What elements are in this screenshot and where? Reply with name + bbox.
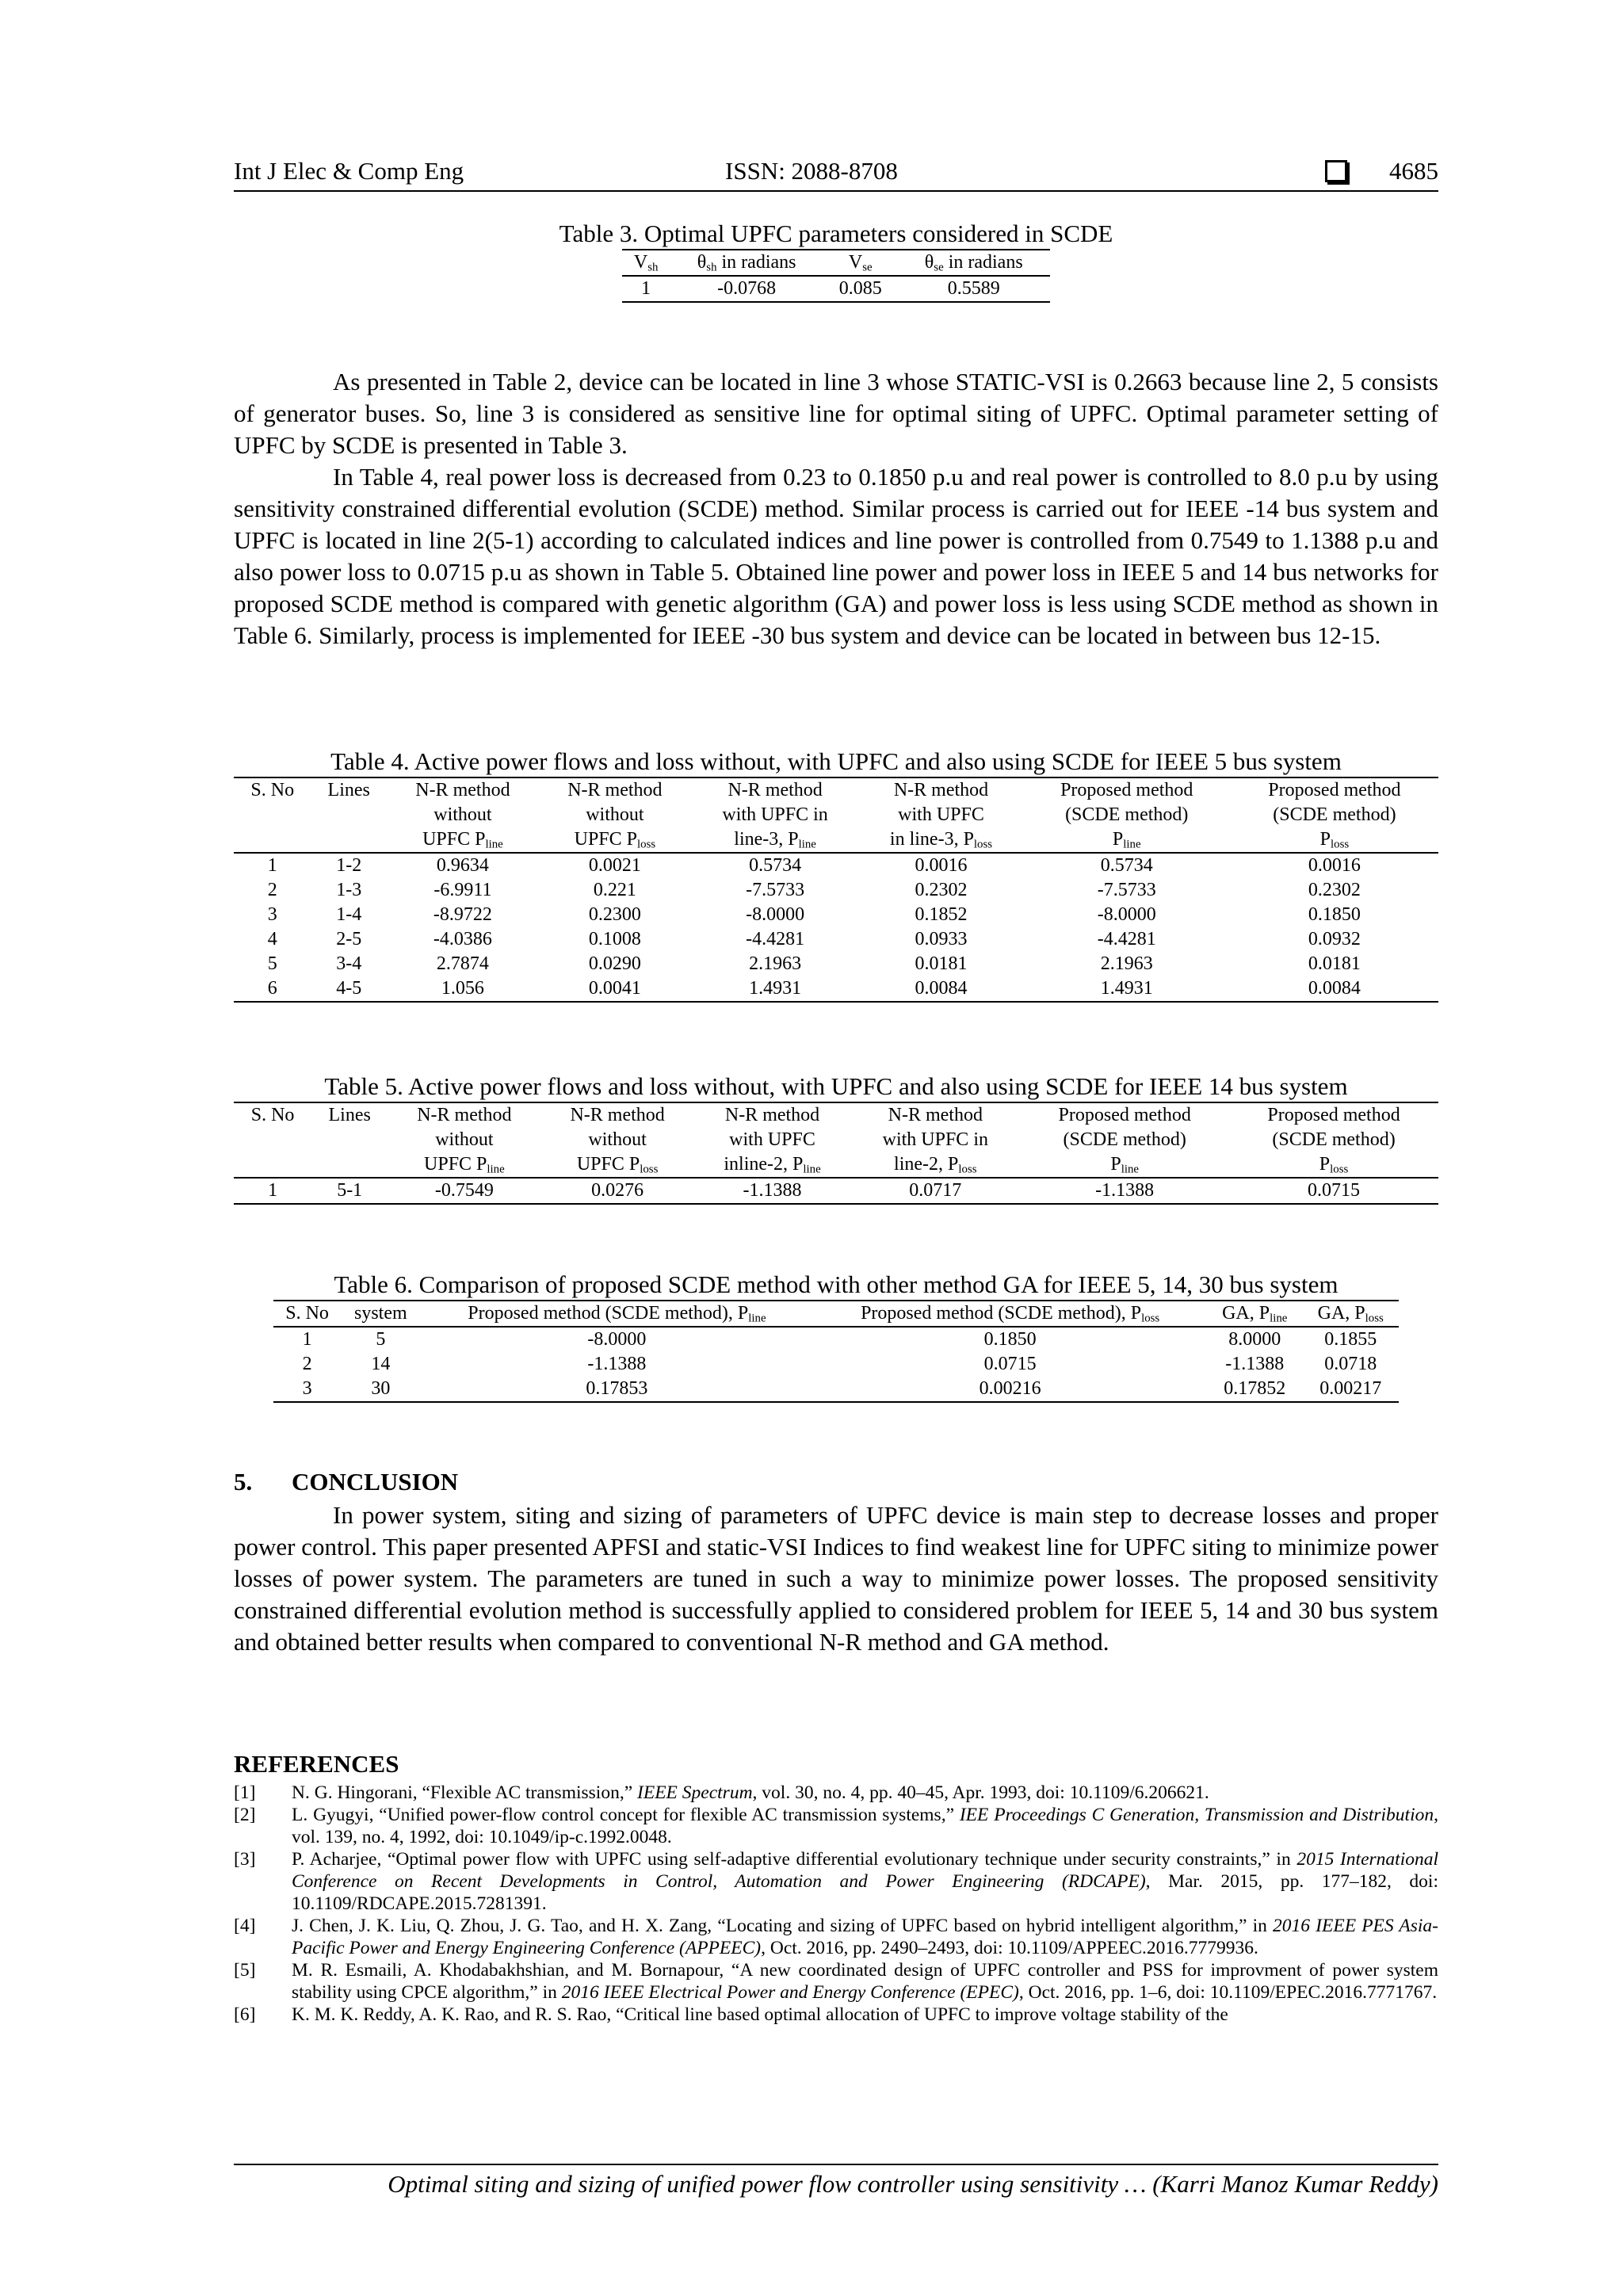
subscript: loss bbox=[1330, 1163, 1349, 1176]
table3-header-cell: $V_{se}$ bbox=[823, 250, 897, 276]
table4-cell: 0.5734 bbox=[749, 855, 802, 876]
table4-cell: 5 bbox=[267, 953, 277, 974]
table4-cell: 0.0021 bbox=[588, 855, 641, 876]
table4-cell: 0.1852 bbox=[915, 904, 968, 925]
reference-number: [5] bbox=[234, 1960, 256, 1981]
table5-cell: 5-1 bbox=[311, 1178, 388, 1204]
reference-text: N. G. Hingorani, “Flexible AC transmission,” IEEE Spectrum, vol. 30, no. 4, pp. 40–45, Apr. 1993, doi: 10.1109/6.206621. bbox=[292, 1782, 1209, 1803]
table4-header-cell: Proposed method (SCDE method) $P_{loss}$ bbox=[1231, 777, 1438, 853]
table5 bbox=[234, 1102, 1438, 1205]
table4-cell: 0.1850 bbox=[1308, 904, 1361, 925]
table4-cell: -8.0000 bbox=[746, 904, 805, 925]
subscript: line bbox=[1270, 1312, 1288, 1325]
table4-cell: 0.2302 bbox=[1308, 880, 1361, 900]
reference-item bbox=[234, 1782, 1438, 1804]
table4-cell: 2.1963 bbox=[749, 953, 802, 974]
table4-cell: 0.0290 bbox=[588, 953, 641, 974]
table6-cell: 0.1855 bbox=[1324, 1329, 1377, 1350]
table6-cell: 0.17852 bbox=[1207, 1377, 1302, 1402]
table4-cell: 0.0181 bbox=[915, 953, 968, 974]
table4-cell: 3 bbox=[267, 904, 277, 925]
section-number: 5. bbox=[234, 1468, 253, 1496]
table6-cell: 0.1850 bbox=[983, 1329, 1037, 1350]
table4-cell: 0.2302 bbox=[915, 880, 968, 900]
reference-number: [4] bbox=[234, 1916, 256, 1936]
table6-header-cell: system bbox=[341, 1301, 420, 1327]
subscript: sh bbox=[647, 261, 659, 274]
table6-cell: 0.17853 bbox=[421, 1377, 814, 1402]
table4-header-cell: Proposed method (SCDE method) $P_{line}$ bbox=[1023, 777, 1231, 853]
table3-caption: Table 3. Optimal UPFC parameters considered in SCDE bbox=[559, 220, 1113, 247]
table4-block bbox=[234, 747, 1438, 1003]
journal-name: Int J Elec & Comp Eng bbox=[234, 157, 464, 185]
table4-cell: 0.0181 bbox=[1308, 953, 1361, 974]
table6-header-cell: GA, $P_{line}$ bbox=[1207, 1301, 1302, 1327]
table5-cell: 0.0717 bbox=[850, 1178, 1020, 1204]
table4-cell: -8.9722 bbox=[433, 904, 492, 925]
table4-cell: -7.5733 bbox=[746, 880, 805, 900]
table4-row bbox=[234, 903, 1438, 927]
table3-cell: 1 bbox=[622, 276, 670, 302]
reference-number: [3] bbox=[234, 1849, 256, 1870]
subscript: sh bbox=[706, 261, 717, 274]
table4-cell: 1.056 bbox=[387, 976, 539, 1002]
table3-cell: 0.5589 bbox=[897, 276, 1050, 302]
table4-cell: -4.4281 bbox=[1097, 929, 1156, 949]
subscript: line bbox=[485, 838, 503, 851]
subscript: loss bbox=[640, 1163, 659, 1176]
table4-cell: 6 bbox=[234, 976, 311, 1002]
table3-cell: 0.085 bbox=[823, 276, 897, 302]
table4-cell: 2.7874 bbox=[436, 953, 489, 974]
running-header bbox=[234, 155, 1438, 192]
table4-cell: 4 bbox=[267, 929, 277, 949]
table6-cell: -1.1388 bbox=[587, 1354, 647, 1374]
reference-number: [1] bbox=[234, 1782, 256, 1803]
table4-cell: 0.0016 bbox=[915, 855, 968, 876]
subscript: line bbox=[748, 1312, 766, 1325]
paragraph-2: In Table 4, real power loss is decreased from 0.23 to 0.1850 p.u and real power is controlled to 8.0 p.u by using sensitivity constrained differential evolution (SCDE) method. Similar process is carried out for IEEE -14 bus system and UPFC is located in line 2(5-1) according to calculated indices and line power is controlled from 0.7549 to 1.1388 p.u and also power loss to 0.0715 p.u as shown in Table 5. Obtained line power and power loss in IEEE 5 and 14 bus networks for proposed SCDE method is compared with genetic algorithm (GA) and power loss is less using SCDE method as shown in Table 6. Similarly, process is implemented for IEEE -30 bus system and device can be located in between bus 12-15. bbox=[234, 463, 1438, 649]
table4-row bbox=[234, 976, 1438, 1002]
subscript: line bbox=[1123, 838, 1141, 851]
table5-cell: -1.1388 bbox=[1020, 1178, 1229, 1204]
table6-cell: -1.1388 bbox=[1225, 1354, 1285, 1374]
section-title: CONCLUSION bbox=[292, 1468, 459, 1496]
table4-cell: 1-2 bbox=[336, 855, 362, 876]
table4-header-cell: N-R method without UPFC $P_{line}$ bbox=[387, 777, 539, 853]
table6-cell: 30 bbox=[341, 1377, 420, 1402]
reference-venue: 2015 International Conference on Recent Developments in Control, Automation and Power Engineering (RDCAPE) bbox=[292, 1849, 1438, 1892]
references-list bbox=[234, 1782, 1438, 2026]
conclusion-text bbox=[234, 1499, 1438, 1658]
table4-row bbox=[234, 927, 1438, 952]
table4-cell: 0.0084 bbox=[859, 976, 1022, 1002]
reference-venue: 2016 IEEE PES Asia-Pacific Power and Energy Engineering Conference (APPEEC) bbox=[292, 1916, 1438, 1958]
table6-cell: -8.0000 bbox=[587, 1329, 647, 1350]
table3-cell: -0.0768 bbox=[670, 276, 823, 302]
reference-number: [6] bbox=[234, 2004, 256, 2025]
table4-row bbox=[234, 878, 1438, 903]
table4-cell: -4.0386 bbox=[433, 929, 492, 949]
table5-header-cell: S. No bbox=[234, 1102, 311, 1178]
table4-row bbox=[234, 952, 1438, 976]
conclusion-paragraph: In power system, siting and sizing of parameters of UPFC device is main step to decrease losses and proper power control. This paper presented APFSI and static-VSI Indices to find weakest line for UPFC siting to minimize power losses of power system. The parameters are tuned in such a way to minimize power losses. The proposed sensitivity constrained differential evolution method is successfully applied to considered problem for IEEE 5, 14 and 30 bus system and obtained better results when compared to conventional N-R method and GA method. bbox=[234, 1501, 1438, 1656]
table4-header-cell: N-R method with UPFC in line-3, $P_{loss}$ bbox=[859, 777, 1022, 853]
reference-item bbox=[234, 1959, 1438, 2004]
table4-cell: 0.9634 bbox=[436, 855, 489, 876]
table3-block bbox=[234, 219, 1438, 303]
subscript: line bbox=[487, 1163, 505, 1176]
table4-header-cell: N-R method with UPFC in line-3, $P_{line}$ bbox=[691, 777, 859, 853]
subscript: line bbox=[803, 1163, 821, 1176]
table4 bbox=[234, 777, 1438, 1003]
conclusion-heading bbox=[234, 1468, 458, 1496]
table5-header-cell: Proposed method (SCDE method) $P_{line}$ bbox=[1020, 1102, 1229, 1178]
table5-cell: 1 bbox=[234, 1178, 311, 1204]
table4-cell: 2 bbox=[267, 880, 277, 900]
table6-cell: 1 bbox=[302, 1329, 312, 1350]
table5-cell: 0.0276 bbox=[540, 1178, 693, 1204]
subscript: loss bbox=[637, 838, 656, 851]
table4-row bbox=[234, 853, 1438, 878]
table5-header-cell: N-R method with UPFC inline-2, $P_{line}$ bbox=[694, 1102, 851, 1178]
checkbox-square-icon bbox=[1325, 160, 1347, 182]
table5-cell: -0.7549 bbox=[388, 1178, 540, 1204]
table4-cell: 0.0932 bbox=[1308, 929, 1361, 949]
table4-cell: 2-5 bbox=[336, 929, 362, 949]
subscript: loss bbox=[1365, 1312, 1384, 1325]
table4-header-cell: Lines bbox=[311, 777, 386, 853]
reference-item bbox=[234, 1915, 1438, 1959]
table4-cell: 1 bbox=[267, 855, 277, 876]
subscript: loss bbox=[1331, 838, 1350, 851]
table5-header-cell: N-R method without UPFC $P_{line}$ bbox=[388, 1102, 540, 1178]
reference-text: J. Chen, J. K. Liu, Q. Zhou, J. G. Tao, and H. X. Zang, “Locating and sizing of UPFC based on hybrid intelligent algorithm,” in 2016 IEEE PES Asia-Pacific Power and Energy Engineering Conference (APPEEC), Oct. 2016, pp. 2490–2493, doi: 10.1109/APPEEC.2016.7779936. bbox=[292, 1916, 1438, 1958]
table4-cell: 0.0084 bbox=[1231, 976, 1438, 1002]
table6-cell: 2 bbox=[302, 1354, 312, 1374]
table4-caption: Table 4. Active power flows and loss without, with UPFC and also using SCDE for IEEE 5 bus system bbox=[330, 747, 1342, 775]
table6-cell: 0.0718 bbox=[1324, 1354, 1377, 1374]
table6-cell: 0.00216 bbox=[813, 1377, 1207, 1402]
table4-cell: -8.0000 bbox=[1097, 904, 1156, 925]
table4-cell: 0.0016 bbox=[1308, 855, 1361, 876]
table4-cell: 3-4 bbox=[336, 953, 362, 974]
table6 bbox=[273, 1300, 1399, 1403]
table6-row bbox=[273, 1352, 1399, 1377]
table6-cell: 5 bbox=[376, 1329, 386, 1350]
subscript: se bbox=[862, 261, 873, 274]
table6-cell: 8.0000 bbox=[1228, 1329, 1281, 1350]
reference-venue: 2016 IEEE Electrical Power and Energy Conference (EPEC) bbox=[561, 1982, 1019, 2003]
table4-cell: 0.221 bbox=[593, 880, 636, 900]
subscript: loss bbox=[1141, 1312, 1160, 1325]
reference-number: [2] bbox=[234, 1805, 256, 1825]
table5-cell: 0.0715 bbox=[1229, 1178, 1438, 1204]
page-number: 4685 bbox=[1389, 157, 1438, 185]
subscript: se bbox=[934, 261, 944, 274]
subscript: loss bbox=[958, 1163, 977, 1176]
table4-cell: 1-3 bbox=[336, 880, 362, 900]
table4-cell: -7.5733 bbox=[1097, 880, 1156, 900]
table3-header-cell: $\theta_{se}$ in radians bbox=[897, 250, 1050, 276]
table6-block bbox=[234, 1270, 1438, 1403]
reference-text: P. Acharjee, “Optimal power flow with UPFC using self-adaptive differential evolutionary technique under security constraints,” in 2015 International Conference on Recent Developments in Control, Automation and Power Engineering (RDCAPE), Mar. 2015, pp. 177–182, doi: 10.1109/RDCAPE.2015.7281391. bbox=[292, 1849, 1438, 1914]
reference-text: L. Gyugyi, “Unified power-flow control concept for flexible AC transmission systems,” IEE Proceedings C Generation, Transmission and Distribution, vol. 139, no. 4, 1992, doi: 10.1049/ip-c.1992.0048. bbox=[292, 1805, 1438, 1847]
table6-header-cell: GA, $P_{loss}$ bbox=[1302, 1301, 1399, 1327]
table6-header-cell: Proposed method (SCDE method), $P_{loss}$ bbox=[813, 1301, 1207, 1327]
table3-header-cell: $\theta_{sh}$ in radians bbox=[670, 250, 823, 276]
table6-header-cell: Proposed method (SCDE method), $P_{line}$ bbox=[421, 1301, 814, 1327]
running-footer: Optimal siting and sizing of unified power flow controller using sensitivity … (Karri Manoz Kumar Reddy) bbox=[234, 2164, 1438, 2199]
subscript: line bbox=[798, 838, 816, 851]
table4-cell: -6.9911 bbox=[433, 880, 492, 900]
table5-row bbox=[234, 1178, 1438, 1204]
table6-cell: 0.0715 bbox=[983, 1354, 1037, 1374]
paragraph-1: As presented in Table 2, device can be located in line 3 whose STATIC-VSI is 0.2663 because line 2, 5 consists of generator buses. So, line 3 is considered as sensitive line for optimal siting of UPFC. Optimal parameter setting of UPFC by SCDE is presented in Table 3. bbox=[234, 368, 1438, 459]
issn: ISSN: 2088-8708 bbox=[725, 157, 898, 185]
table3 bbox=[622, 249, 1050, 303]
table6-cell: 3 bbox=[273, 1377, 341, 1402]
table6-caption: Table 6. Comparison of proposed SCDE method with other method GA for IEEE 5, 14, 30 bus system bbox=[334, 1270, 1338, 1298]
table3-header-cell: $V_{sh}$ bbox=[622, 250, 670, 276]
table4-cell: 0.1008 bbox=[588, 929, 641, 949]
table6-row bbox=[273, 1327, 1399, 1352]
table4-cell: 1.4931 bbox=[1023, 976, 1231, 1002]
reference-item bbox=[234, 2004, 1438, 2026]
table4-header-cell: S. No bbox=[234, 777, 311, 853]
reference-item bbox=[234, 1804, 1438, 1848]
table4-cell: 1.4931 bbox=[691, 976, 859, 1002]
reference-text: M. R. Esmaili, A. Khodabakhshian, and M. Bornapour, “A new coordinated design of UPFC controller and PSS for improvment of power system stability using CPCE algorithm,” in 2016 IEEE Electrical Power and Energy Conference (EPEC), Oct. 2016, pp. 1–6, doi: 10.1109/EPEC.2016.7771767. bbox=[292, 1960, 1438, 2003]
subscript: loss bbox=[973, 838, 993, 851]
table4-cell: 1-4 bbox=[336, 904, 362, 925]
table4-cell: 4-5 bbox=[311, 976, 386, 1002]
table4-cell: 0.2300 bbox=[588, 904, 641, 925]
table4-cell: 0.0041 bbox=[539, 976, 691, 1002]
table4-cell: -4.4281 bbox=[746, 929, 805, 949]
reference-text: K. M. K. Reddy, A. K. Rao, and R. S. Rao, “Critical line based optimal allocation of UPFC to improve voltage stability of the bbox=[292, 2004, 1228, 2025]
table5-header-cell: N-R method without UPFC $P_{loss}$ bbox=[540, 1102, 693, 1178]
table6-header-cell: S. No bbox=[273, 1301, 341, 1327]
references-heading: REFERENCES bbox=[234, 1750, 399, 1778]
table5-block bbox=[234, 1072, 1438, 1205]
reference-item bbox=[234, 1848, 1438, 1915]
table4-header-cell: N-R method without UPFC $P_{loss}$ bbox=[539, 777, 691, 853]
table5-header-cell: Proposed method (SCDE method) $P_{loss}$ bbox=[1229, 1102, 1438, 1178]
reference-venue: IEE Proceedings C Generation, Transmission and Distribution bbox=[959, 1805, 1434, 1825]
table5-header-cell: Lines bbox=[311, 1102, 388, 1178]
table6-cell: 14 bbox=[371, 1354, 391, 1374]
table4-cell: 0.5734 bbox=[1100, 855, 1153, 876]
table5-caption: Table 5. Active power flows and loss without, with UPFC and also using SCDE for IEEE 14 bus system bbox=[324, 1072, 1348, 1100]
reference-venue: IEEE Spectrum bbox=[637, 1782, 753, 1803]
table6-row bbox=[273, 1377, 1399, 1402]
table4-cell: 0.0933 bbox=[915, 929, 968, 949]
body-text bbox=[234, 366, 1438, 651]
table5-cell: -1.1388 bbox=[694, 1178, 851, 1204]
subscript: line bbox=[1121, 1163, 1140, 1176]
table6-cell: 0.00217 bbox=[1302, 1377, 1399, 1402]
table5-header-cell: N-R method with UPFC in line-2, $P_{loss}$ bbox=[850, 1102, 1020, 1178]
table4-cell: 2.1963 bbox=[1100, 953, 1153, 974]
